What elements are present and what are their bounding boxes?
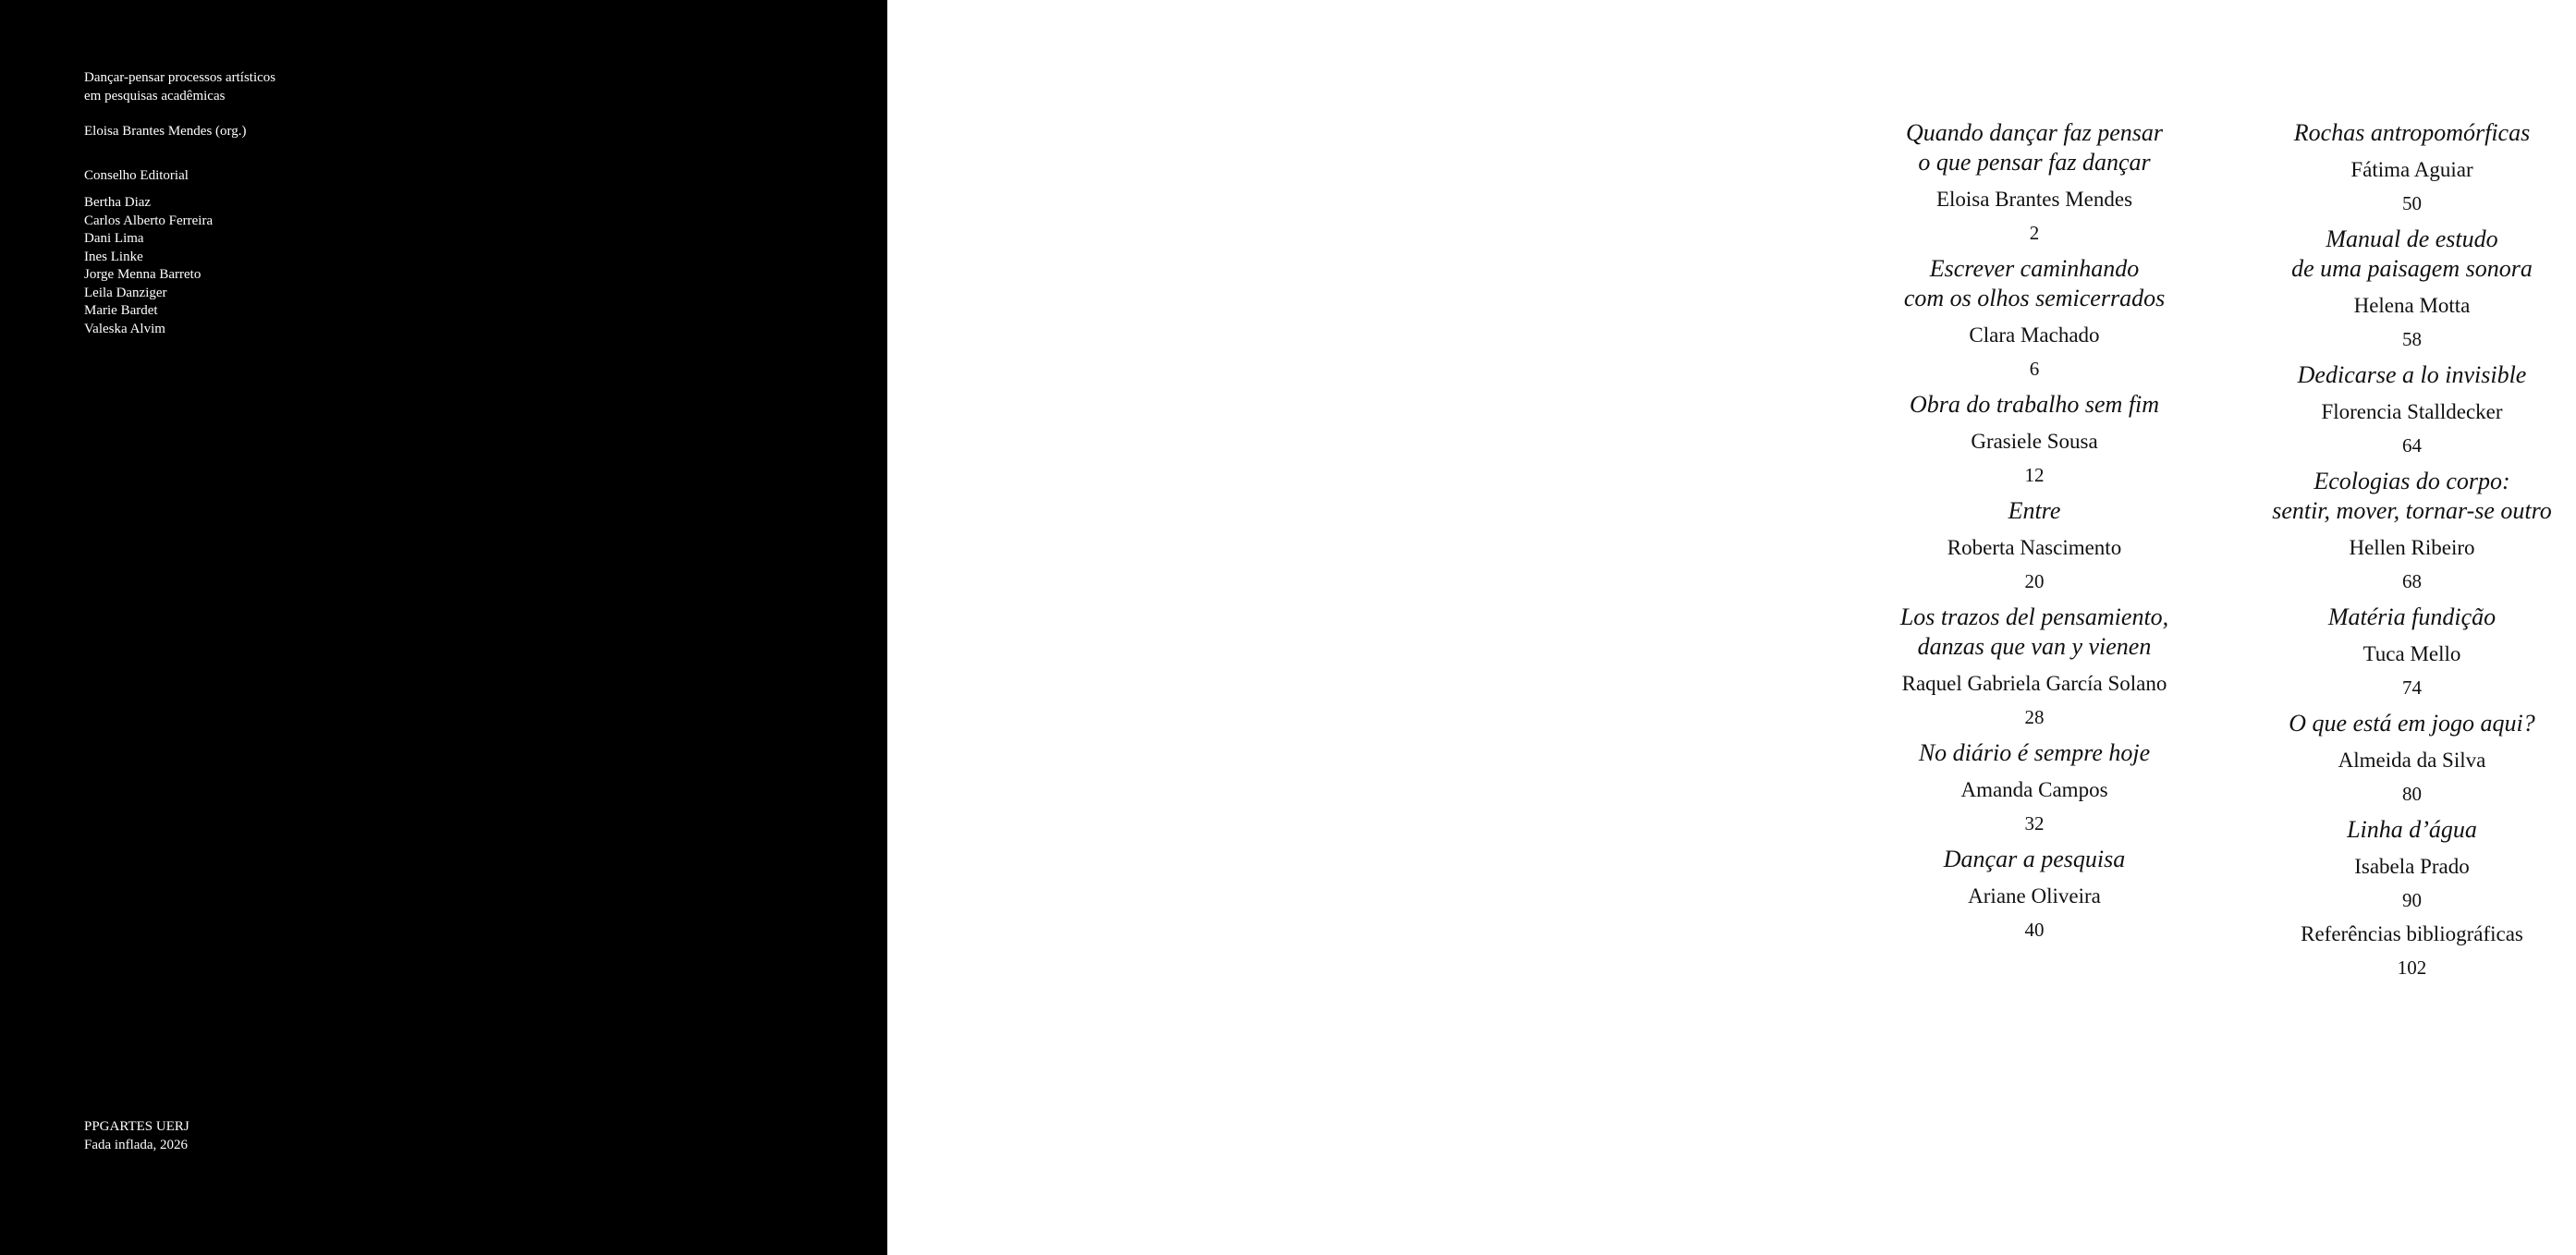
references-label: Referências bibliográficas xyxy=(2301,922,2523,945)
toc-entry xyxy=(2272,467,2552,593)
entry-page-number: 50 xyxy=(2401,192,2422,214)
toc-entry xyxy=(2347,815,2477,912)
toc-entry xyxy=(1904,254,2165,381)
references-entry xyxy=(2301,921,2523,980)
entry-title xyxy=(2272,467,2552,526)
entry-page-number: 20 xyxy=(2024,570,2045,592)
entry-title xyxy=(1904,254,2165,313)
entry-page-number: 58 xyxy=(2402,328,2422,350)
toc-left-column xyxy=(1877,118,2191,951)
entry-title-line: Entre xyxy=(2008,497,2061,524)
entry-title-line: Dançar a pesquisa xyxy=(1943,846,2126,872)
toc-entry xyxy=(1910,390,2159,487)
board-member: Carlos Alberto Ferreira xyxy=(84,213,214,228)
toc-entry xyxy=(2291,225,2533,351)
entry-title-line: Dedicarse a lo invisible xyxy=(2297,361,2527,388)
entry-page-number: 12 xyxy=(2024,464,2045,486)
board-member: Dani Lima xyxy=(84,231,144,246)
entry-title xyxy=(1910,390,2159,420)
entry-title xyxy=(2294,118,2530,148)
entry-author: Clara Machado xyxy=(1969,323,2100,347)
entry-author: Fátima Aguiar xyxy=(2350,158,2473,181)
board-member: Jorge Menna Barreto xyxy=(84,267,201,282)
board-member: Valeska Alvim xyxy=(84,321,165,336)
toc-entry xyxy=(1944,845,2125,942)
entry-page-number: 64 xyxy=(2402,434,2422,457)
entry-page-number: 32 xyxy=(2024,812,2045,835)
toc-entry xyxy=(1900,603,2168,729)
table-of-contents-page xyxy=(887,0,2552,1255)
entry-author: Ariane Oliveira xyxy=(1968,884,2101,908)
toc-entry xyxy=(1947,496,2121,593)
entry-author: Tuca Mello xyxy=(2362,642,2461,665)
editorial-board-list xyxy=(84,194,213,338)
toc-entry xyxy=(1906,118,2163,245)
board-member: Marie Bardet xyxy=(84,303,158,318)
entry-author: Florencia Stalldecker xyxy=(2321,400,2503,423)
entry-title-line: com os olhos semicerrados xyxy=(1903,285,2166,311)
toc-entry xyxy=(2298,360,2527,457)
entry-author: Hellen Ribeiro xyxy=(2349,536,2475,559)
entry-title xyxy=(2298,360,2527,390)
entry-author: Eloisa Brantes Mendes xyxy=(1935,188,2133,211)
entry-author: Almeida da Silva xyxy=(2338,749,2486,772)
entry-page-number: 40 xyxy=(2024,919,2045,941)
entry-page-number: 68 xyxy=(2401,570,2422,592)
entry-title-line: No diário é sempre hoje xyxy=(1918,739,2151,766)
imprint-line: Fada inflada, 2026 xyxy=(84,1137,189,1152)
imprint-line: PPGARTES UERJ xyxy=(84,1119,189,1134)
organizer xyxy=(84,123,247,141)
entry-title xyxy=(1900,603,2168,662)
book-title xyxy=(84,69,275,105)
entry-title-line: Quando dançar faz pensar xyxy=(1905,119,2164,146)
toc-entry xyxy=(1919,738,2150,835)
entry-title-line: Matéria fundição xyxy=(2327,603,2497,630)
entry-author: Helena Motta xyxy=(2353,294,2471,317)
entry-title-line: de uma paisagem sonora xyxy=(2291,255,2533,282)
entry-title-line: danzas que van y vienen xyxy=(1917,633,2152,660)
entry-title-line: o que pensar faz dançar xyxy=(1918,149,2151,176)
book-title-line: Dançar-pensar processos artísticos xyxy=(84,70,276,85)
toc-right-column xyxy=(2248,118,2576,989)
entry-title-line: Rochas antropomórficas xyxy=(2293,119,2531,146)
entry-title-line: Ecologias do corpo: xyxy=(2314,468,2510,494)
entry-title xyxy=(2008,496,2061,526)
entry-title-line: O que está em jogo aqui? xyxy=(2289,710,2535,737)
entry-page-number: 6 xyxy=(2029,358,2040,380)
entry-title xyxy=(2291,225,2533,284)
entry-title xyxy=(1919,738,2150,768)
references-page-number: 102 xyxy=(2397,956,2427,979)
entry-page-number: 74 xyxy=(2401,676,2422,699)
entry-page-number: 28 xyxy=(2024,706,2045,728)
toc-entry xyxy=(2328,603,2496,700)
entry-page-number: 90 xyxy=(2402,889,2422,911)
toc-entry xyxy=(2294,118,2530,215)
entry-title-line: Manual de estudo xyxy=(2326,225,2498,252)
entry-title-line: Escrever caminhando xyxy=(1929,255,2140,282)
entry-title xyxy=(1906,118,2163,177)
book-title-line: em pesquisas acadêmicas xyxy=(84,88,226,104)
left-page xyxy=(0,0,887,1255)
board-member: Bertha Diaz xyxy=(84,195,152,210)
organizer-name: Eloisa Brantes Mendes (org.) xyxy=(84,124,247,139)
entry-page-number: 80 xyxy=(2402,783,2422,805)
entry-title-line: sentir, mover, tornar-se outro xyxy=(2272,497,2552,524)
editorial-board-heading-text: Conselho Editorial xyxy=(84,168,189,183)
editorial-board-heading xyxy=(84,167,189,186)
toc-entry xyxy=(2289,709,2534,806)
entry-title xyxy=(2289,709,2534,738)
imprint xyxy=(84,1118,189,1154)
entry-title-line: Linha d’água xyxy=(2347,816,2477,843)
entry-title-line: Los trazos del pensamiento, xyxy=(1899,603,2169,630)
board-member: Ines Linke xyxy=(84,249,143,264)
board-member: Leila Danziger xyxy=(84,285,167,300)
entry-title-line: Obra do trabalho sem fim xyxy=(1909,391,2160,418)
entry-title xyxy=(1944,845,2125,874)
entry-author: Roberta Nascimento xyxy=(1947,536,2122,559)
entry-author: Amanda Campos xyxy=(1960,778,2108,801)
entry-author: Raquel Gabriela García Solano xyxy=(1901,672,2167,695)
entry-title xyxy=(2328,603,2496,632)
entry-author: Grasiele Sousa xyxy=(1971,430,2098,453)
entry-author: Isabela Prado xyxy=(2354,855,2470,878)
entry-page-number: 2 xyxy=(2029,222,2040,244)
entry-title xyxy=(2347,815,2477,845)
